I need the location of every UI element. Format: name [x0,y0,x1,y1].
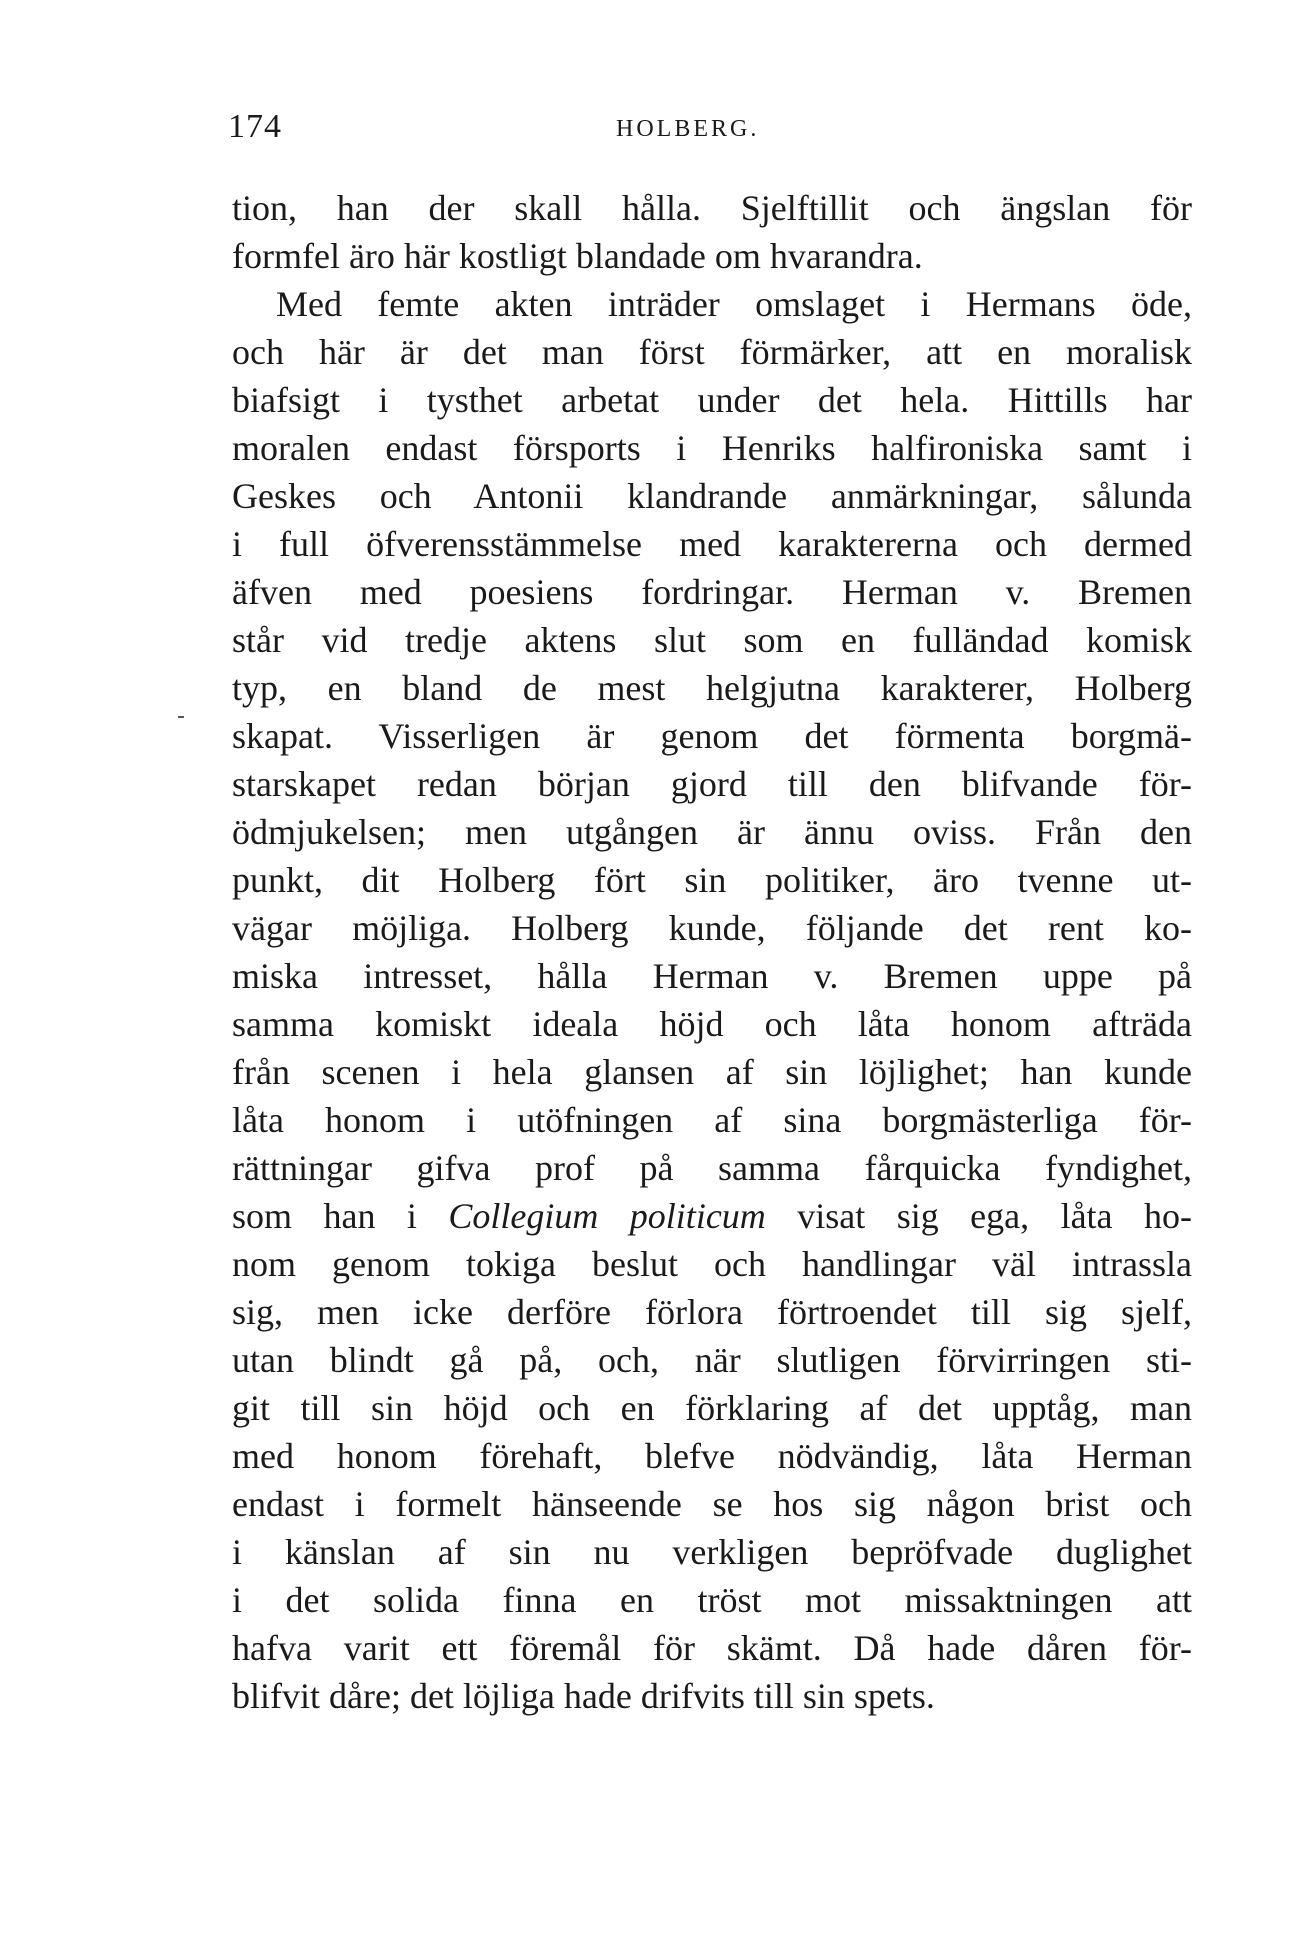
text-line: vägar möjliga. Holberg kunde, följande det rent ko- [232,908,1192,948]
text-line: starskapet redan början gjord till den blifvande för- [232,764,1192,804]
text-line: äfven med poesiens fordringar. Herman v. Bremen [232,572,1192,612]
text-line: nom genom tokiga beslut och handlingar väl intrassla [232,1244,1192,1284]
text-line: står vid tredje aktens slut som en fulländad komisk [232,620,1192,660]
text-line: git till sin höjd och en förklaring af det upptåg, man [232,1388,1192,1428]
body-text [232,184,1192,1720]
text-line: i känslan af sin nu verkligen bepröfvade duglighet [232,1532,1192,1572]
text-line: i det solida finna en tröst mot missaktningen att [232,1580,1192,1620]
text-segment: visat sig ega, låta ho- [765,1196,1192,1236]
text-line: sig, men icke derföre förlora förtroendet till sig sjelf, [232,1292,1192,1332]
margin-mark [178,716,184,718]
text-line: och här är det man först förmärker, att en moralisk [232,332,1192,372]
text-line: tion, han der skall hålla. Sjelftillit och ängslan för [232,188,1192,228]
text-line: i full öfverensstämmelse med karaktererna och dermed [232,524,1192,564]
text-line: blifvit dåre; det löjliga hade drifvits till sin spets. [232,1676,935,1716]
running-title: HOLBERG. [616,116,760,142]
text-line-with-italic [232,1192,1192,1240]
text-line: rättningar gifva prof på samma fårquicka fyndighet, [232,1148,1192,1188]
text-line: utan blindt gå på, och, när slutligen förvirringen sti- [232,1340,1192,1380]
text-line: skapat. Visserligen är genom det förmenta borgmä- [232,716,1192,756]
text-line: moralen endast försports i Henriks halfironiska samt i [232,428,1192,468]
text-line: från scenen i hela glansen af sin löjlighet; han kunde [232,1052,1192,1092]
text-line: samma komiskt ideala höjd och låta honom afträda [232,1004,1192,1044]
text-line: med honom förehaft, blefve nödvändig, låta Herman [232,1436,1192,1476]
text-line: ödmjukelsen; men utgången är ännu oviss. Från den [232,812,1192,852]
text-line: hafva varit ett föremål för skämt. Då hade dåren för- [232,1628,1192,1668]
text-line: biafsigt i tysthet arbetat under det hela. Hittills har [232,380,1192,420]
text-line: typ, en bland de mest helgjutna karakterer, Holberg [232,668,1192,708]
text-line: Med femte akten inträder omslaget i Hermans öde, [276,284,1192,324]
text-segment: som han i [232,1196,449,1236]
text-line: Geskes och Antonii klandrande anmärkningar, sålunda [232,476,1192,516]
work-title: Collegium politicum [448,1196,766,1236]
running-head [228,108,1190,158]
text-line: punkt, dit Holberg fört sin politiker, äro tvenne ut- [232,860,1192,900]
text-line: formfel äro här kostligt blandade om hvarandra. [232,236,923,276]
text-line: endast i formelt hänseende se hos sig någon brist och [232,1484,1192,1524]
page-number: 174 [228,108,282,145]
text-line: låta honom i utöfningen af sina borgmästerliga för- [232,1100,1192,1140]
text-line: miska intresset, hålla Herman v. Bremen uppe på [232,956,1192,996]
